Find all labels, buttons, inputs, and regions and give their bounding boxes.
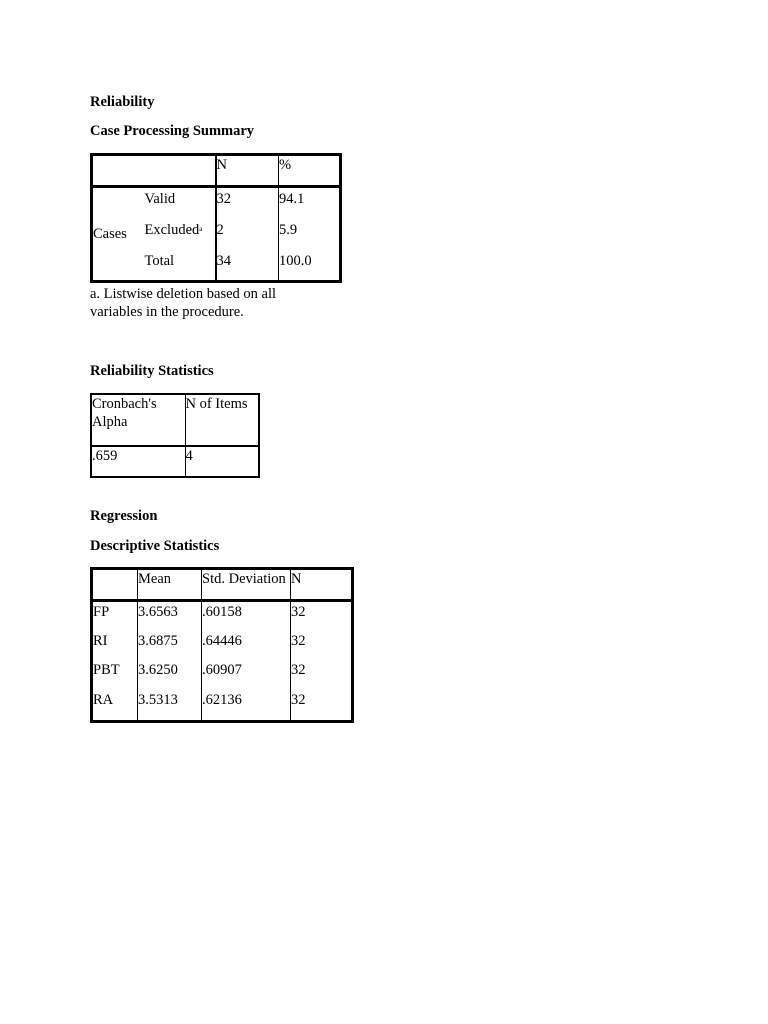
row-mean: 3.5313: [138, 691, 202, 722]
descriptive-table: [90, 567, 354, 723]
row-mean: 3.6563: [138, 601, 202, 631]
row-mean: 3.6250: [138, 661, 202, 691]
table-row: [92, 661, 353, 691]
reliability-heading: Reliability: [90, 94, 155, 110]
row-label-excluded: Excluded$^a$: [145, 219, 216, 252]
reliability-stats-title: Reliability Statistics: [90, 363, 214, 379]
table-row: [92, 691, 353, 722]
header-alpha: Cronbach's Alpha: [91, 394, 185, 446]
header-n-items: N of Items: [185, 396, 248, 412]
alpha-value: .659: [91, 446, 185, 477]
header-empty-cell: [92, 155, 216, 187]
row-n: 32: [291, 661, 306, 678]
row-variable: RI: [92, 631, 138, 661]
header-pct: %: [279, 157, 292, 173]
row-label: Total: [145, 252, 216, 282]
header-mean: Mean: [138, 569, 202, 601]
row-variable: FP: [92, 601, 138, 631]
header-n: N: [291, 571, 302, 587]
regression-heading: Regression: [90, 508, 158, 524]
table-row: [91, 446, 259, 477]
cases-label: Cases: [93, 226, 127, 242]
case-summary-footnote: a. Listwise deletion based on all variables in the procedure.: [90, 286, 277, 320]
row-label: Valid: [145, 187, 216, 219]
row-n: 32: [216, 187, 279, 219]
header-empty-cell: [92, 569, 138, 601]
row-variable: RA: [92, 691, 138, 722]
row-pct: 94.1: [279, 191, 305, 207]
header-std-dev: Std. Deviation: [202, 569, 291, 601]
row-pct: 5.9: [279, 221, 298, 238]
row-mean: 3.6875: [138, 631, 202, 661]
row-std-dev: .60158: [202, 601, 291, 631]
footnote-marker: a: [199, 224, 203, 233]
row-pct: 100.0: [279, 252, 312, 269]
row-std-dev: .62136: [202, 691, 291, 722]
reliability-stats-table: [90, 393, 260, 478]
table-row: [92, 601, 353, 631]
row-n: 32: [291, 632, 306, 649]
table-row: [92, 187, 341, 219]
row-std-dev: .64446: [202, 631, 291, 661]
n-items-value: 4: [185, 448, 193, 464]
row-variable: PBT: [92, 661, 138, 691]
case-summary-title: Case Processing Summary: [90, 123, 255, 139]
table-row: [92, 631, 353, 661]
row-n: 32: [291, 691, 306, 708]
case-summary-table: [90, 153, 342, 283]
descriptive-title: Descriptive Statistics: [90, 538, 220, 554]
row-n: 32: [291, 604, 306, 620]
row-n: 34: [216, 252, 279, 282]
row-n: 2: [216, 219, 279, 252]
row-std-dev: .60907: [202, 661, 291, 691]
header-n: N: [216, 155, 279, 187]
